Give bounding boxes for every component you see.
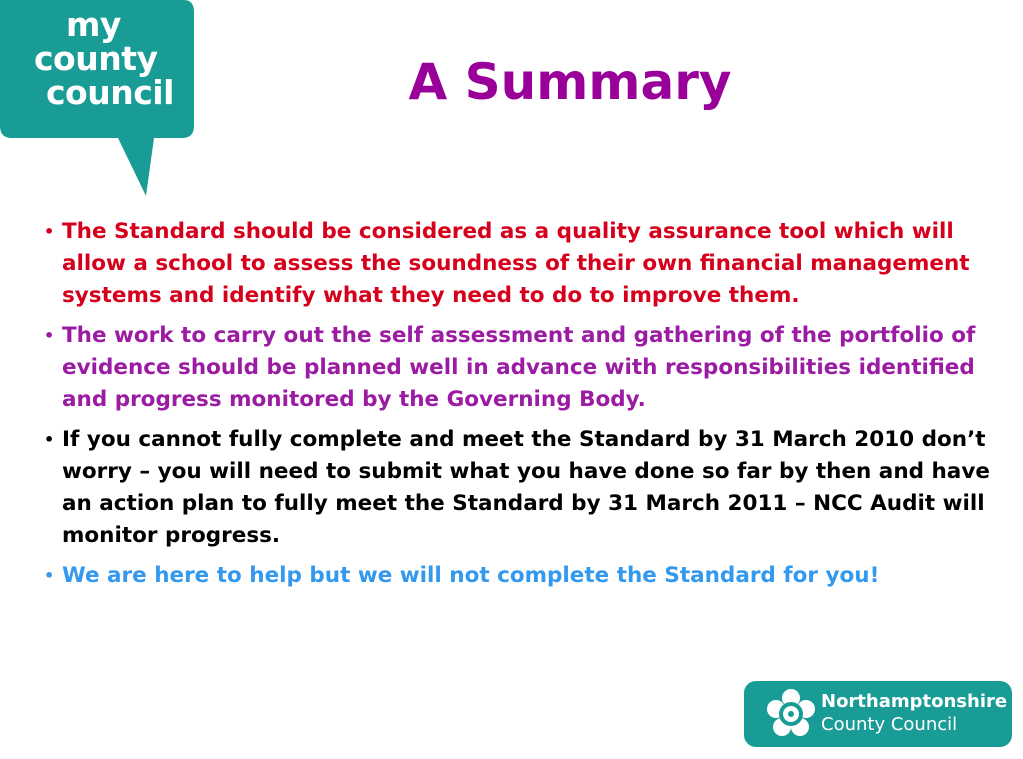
bullet-text: If you cannot fully complete and meet the Standard by 31 March 2010 don’t worry – you will need to submit what you have done so far by then and have an action plan to fully meet the Standard by 31 March 2011 – NCC Audit will monitor progress. — [62, 427, 990, 548]
logo-line-county: county — [34, 39, 158, 78]
bullet-list — [44, 216, 996, 600]
logo-line-my: my — [66, 5, 121, 44]
logo-wordmark — [30, 5, 180, 112]
bullet-item-self-assessment — [44, 320, 996, 416]
ncc-wordmark — [821, 690, 1007, 736]
slide-title: A Summary — [408, 53, 732, 111]
bullet-text: The work to carry out the self assessment and gathering of the portfolio of evidence should be planned well in advance with responsibilities identified and progress monitored by the Governing Body. — [62, 323, 976, 412]
bullet-icon: • — [44, 566, 55, 585]
bullet-icon: • — [44, 326, 55, 345]
northamptonshire-county-council-logo — [744, 681, 1012, 747]
bullet-icon: • — [44, 430, 55, 449]
my-county-council-logo — [0, 0, 200, 200]
bullet-text: The Standard should be considered as a quality assurance tool which will allow a school to assess the soundness of their own financial management systems and identify what they need to do to improve them. — [62, 219, 970, 308]
bullet-item-help — [44, 560, 996, 592]
logo-line-council: council — [46, 73, 174, 112]
bullet-text: We are here to help but we will not complete the Standard for you! — [62, 563, 880, 588]
ncc-line-county-council: County Council — [821, 714, 958, 735]
rose-icon — [764, 687, 818, 741]
ncc-line-northamptonshire: Northamptonshire — [821, 691, 1008, 712]
bullet-item-deadline — [44, 424, 996, 552]
bullet-item-quality-assurance — [44, 216, 996, 312]
bullet-icon: • — [44, 222, 55, 241]
